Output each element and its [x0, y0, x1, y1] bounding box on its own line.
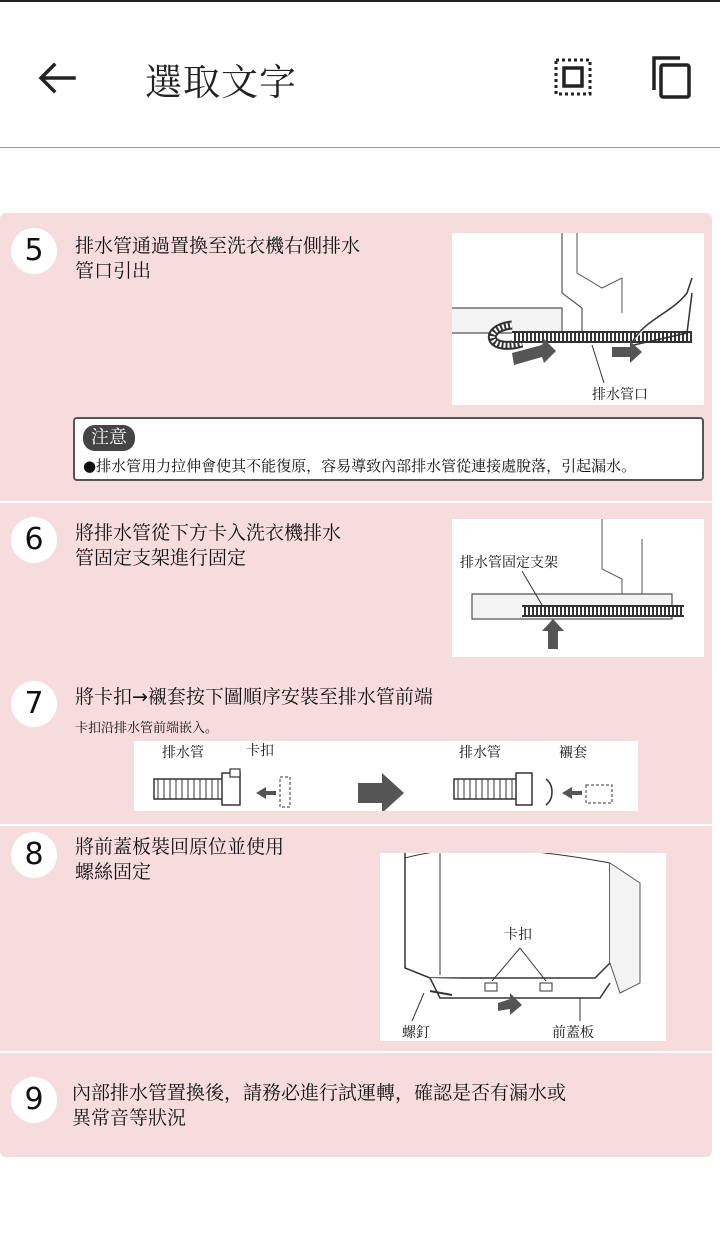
caution-text: ●排水管用力拉伸會使其不能復原，容易導致內部排水管從連接處脫落，引起漏水。 — [83, 457, 637, 475]
figure-label: 排水管 — [459, 745, 501, 761]
divider — [0, 1051, 712, 1053]
drain-hose-outlet-figure — [452, 233, 704, 405]
page-title: 選取文字 — [145, 61, 297, 104]
step-text-line: 排水管通過置換至洗衣機右側排水 — [75, 235, 361, 257]
step-text — [75, 521, 341, 571]
figure-label: 襯套 — [559, 745, 587, 761]
step-number: 7 — [11, 681, 57, 727]
copy-icon[interactable] — [650, 54, 692, 100]
step-text-line: 內部排水管置換後，請務必進行試運轉，確認是否有漏水或 — [72, 1082, 567, 1104]
caution-note — [73, 417, 704, 481]
step-text-line: 將排水管從下方卡入洗衣機排水 — [75, 522, 342, 544]
step-text-line: 螺絲固定 — [75, 861, 152, 883]
step-number: 8 — [11, 832, 57, 878]
divider — [0, 501, 712, 503]
hose-bracket-figure — [452, 519, 704, 657]
figure-label: 前蓋板 — [552, 1025, 594, 1041]
divider — [0, 824, 712, 826]
step-text — [72, 1081, 566, 1131]
step-text-line: 異常音等狀況 — [72, 1107, 187, 1129]
document-image — [0, 213, 712, 1157]
step-subtext: 卡扣沿排水管前端嵌入。 — [75, 721, 219, 736]
step-text: 將卡扣→襯套按下圖順序安裝至排水管前端 — [75, 686, 433, 708]
figure-label: 排水管 — [162, 745, 204, 761]
figure-label: 排水管口 — [592, 387, 648, 403]
step-text — [75, 835, 284, 885]
step-number: 9 — [11, 1077, 57, 1123]
step-text-line: 將前蓋板裝回原位並使用 — [75, 836, 285, 858]
figure-label: 卡扣 — [504, 927, 532, 943]
step-text-line: 管固定支架進行固定 — [75, 547, 247, 569]
step-text — [75, 234, 360, 284]
caution-tag: 注意 — [83, 425, 135, 451]
step-text-line: 管口引出 — [75, 260, 152, 282]
figure-label: 卡扣 — [246, 743, 274, 759]
figure-label: 排水管固定支架 — [460, 555, 558, 571]
app-bar — [0, 0, 720, 148]
step-number: 5 — [11, 228, 57, 274]
front-cover-figure — [380, 853, 666, 1041]
step-number: 6 — [11, 517, 57, 563]
figure-label: 螺釘 — [402, 1025, 430, 1041]
arrow-left-icon[interactable] — [34, 58, 78, 98]
clip-bushing-figure — [134, 741, 638, 811]
select-all-icon[interactable] — [553, 57, 593, 97]
